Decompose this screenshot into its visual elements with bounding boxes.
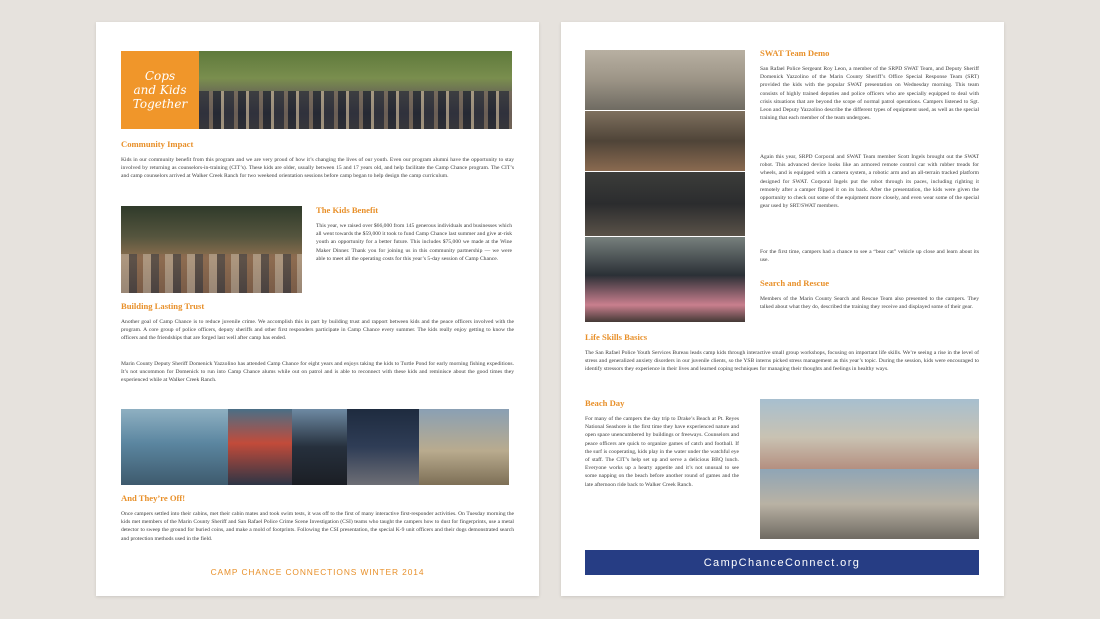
newsletter-footer: CAMP CHANCE CONNECTIONS WINTER 2014 [210,567,425,577]
swat-text-3: For the first time, campers had a chance to see a “bear cat” vehicle up close and learn about its use. [760,249,979,264]
swat-photo-3 [585,172,745,236]
life-skills-text: The San Rafael Police Youth Services Bureau leads camp kids through interactive small group workshops, focusing on important life skills. We’re seeing a rise in the level of stress and generalized anxiety disorders in our juvenile clients, so the YSB interns picked stress management as this year’s topic. During the session, kids were encouraged to identify stressors they experience in their lives and learned coping techniques for managing their thoughts and feelings in healthy ways. [585,350,979,373]
swat-photo-1 [585,50,745,110]
website-url[interactable]: CampChanceConnect.org [703,556,861,569]
beach-photo-grid [760,399,979,539]
beach-day-text: For many of the campers the day trip to Drake’s Beach at Pt. Reyes National Seashore is the first time they have experienced nature and open space unencumbered by buildings or freeways. Counselors and peace officers are quick to organize games of catch and football. If the surf is cooperating, kids play in the water under the watchful eye of staff. The CIT’s help set up and serve a delicious BBQ lunch. Everyone works up a hearty appetite and it’s not unusual to see some napping on the beach before another round of games and the late afternoon ride back to Walker Creek Ranch. [585,416,739,488]
swat-text-2: Again this year, SRPD Corporal and SWAT Team member Scott Ingels brought out the SWAT robot. This advanced device looks like an armored remote control car with rubber treads for wheels, and is equipped with a camera system, a robotic arm and an all-terrain tracked platform designed for SWAT. Corporal Ingels put the robot through its paces, including righting it remotely after a camper flipped it on its back. After the presentation, the kids were given the opportunity to check out some of the equipment more closely, and even wear some of the special gear used by SRT/SWAT members. [760,154,979,210]
theyre-off-heading: And They’re Off! [121,493,186,503]
building-trust-heading: Building Lasting Trust [121,301,205,311]
kids-benefit-heading: The Kids Benefit [316,205,379,215]
group-photo [199,51,512,129]
community-impact-heading: Community Impact [121,139,194,149]
swat-photo-4 [585,237,745,322]
beach-day-heading: Beach Day [585,398,625,408]
building-trust-text-2: Marin County Deputy Sheriff Domenick Yazzolino has attended Camp Chance for eight years and enjoys taking the kids to Turtle Pond for early morning fishing expeditions. It’s not uncommon for Domenick to run into Camp Chance alums while out on patrol and is able to reconnect with these kids and reminisce about the good times they experienced while at Walker Creek Ranch. [121,361,514,384]
search-rescue-heading: Search and Rescue [760,278,830,288]
community-impact-text: Kids in our community benefit from this program and we are very proud of how it’s changing the lives of our youth. Even our program alumni have the opportunity to stay involved by returning as counselors-in-training (CIT’s). These kids are older, usually between 15 and 17 years old, and help facilitate the Camp Chance program. The CIT’s and camp counselors arrived at Walker Creek Ranch for two weekend orientation sessions before camp began to help design the camp curriculum. [121,157,514,180]
life-skills-heading: Life Skills Basics [585,332,648,342]
building-trust-text-1: Another goal of Camp Chance is to reduce juvenile crime. We accomplish this in part by building trust and rapport between kids and the peace officers involved with the program. A core group of police officers, deputy sheriffs and other first responders participate in Camp Chance every summer. The kids really enjoy getting to know the officers and the friendships that are forged last well after camp has ended. [121,319,514,342]
kids-benefit-photo [121,206,302,293]
swat-heading: SWAT Team Demo [760,48,830,58]
website-banner[interactable] [585,550,979,575]
activities-photo-strip [121,409,509,485]
search-rescue-text: Members of the Marin County Search and Rescue Team also presented to the campers. They talked about what they do, described the training they receive and displayed some of their gear. [760,296,979,311]
swat-photo-2 [585,111,745,171]
banner-title: Cops and Kids Together [132,69,188,111]
newsletter-page-right [561,22,1004,596]
swat-text-1: San Rafael Police Sergeant Roy Leon, a member of the SRPD SWAT Team, and Deputy Sheriff Domenick Yazzolino of the Marin County Sheriff’s Office Special Response Team (SRT) provided the kids with the popular SWAT presentation on Wednesday morning. This team consists of highly trained deputies and police officers who are specially equipped to deal with crisis situations that are beyond the scope of normal patrol operations. Campers listened to Sgt. Leon and Deputy Yazzolino describe the different types of equipment used, as well as the special training that each member of the team undergoes. [760,66,979,122]
theyre-off-text: Once campers settled into their cabins, met their cabin mates and took swim tests, it was off to the first of many interactive first-responder activities. On Tuesday morning the kids met members of the Marin County Sheriff and San Rafael Police Crime Scene Investigation (CSI) teams who taught the campers how to dust for fingerprints, use a metal detector to sweep the ground for buried coins, and make a mold of footprints. Following the CSI presentation, the special K-9 unit officers and their dogs demonstrated search and protection methods used in the field. [121,511,514,542]
newsletter-page-left [96,22,539,596]
banner-title-box [121,51,199,129]
kids-benefit-text: This year, we raised over $66,000 from 145 generous individuals and businesses which all went towards the $59,000 it took to fund Camp Chance last summer and give at-risk youth an opportunity for a better future. This includes $75,000 we made at the Wine Maker Dinner. Thank you for joining us in this community partnership — we were able to meet all the operating costs for this year’s 5-day session of Camp Chance. [316,223,512,262]
